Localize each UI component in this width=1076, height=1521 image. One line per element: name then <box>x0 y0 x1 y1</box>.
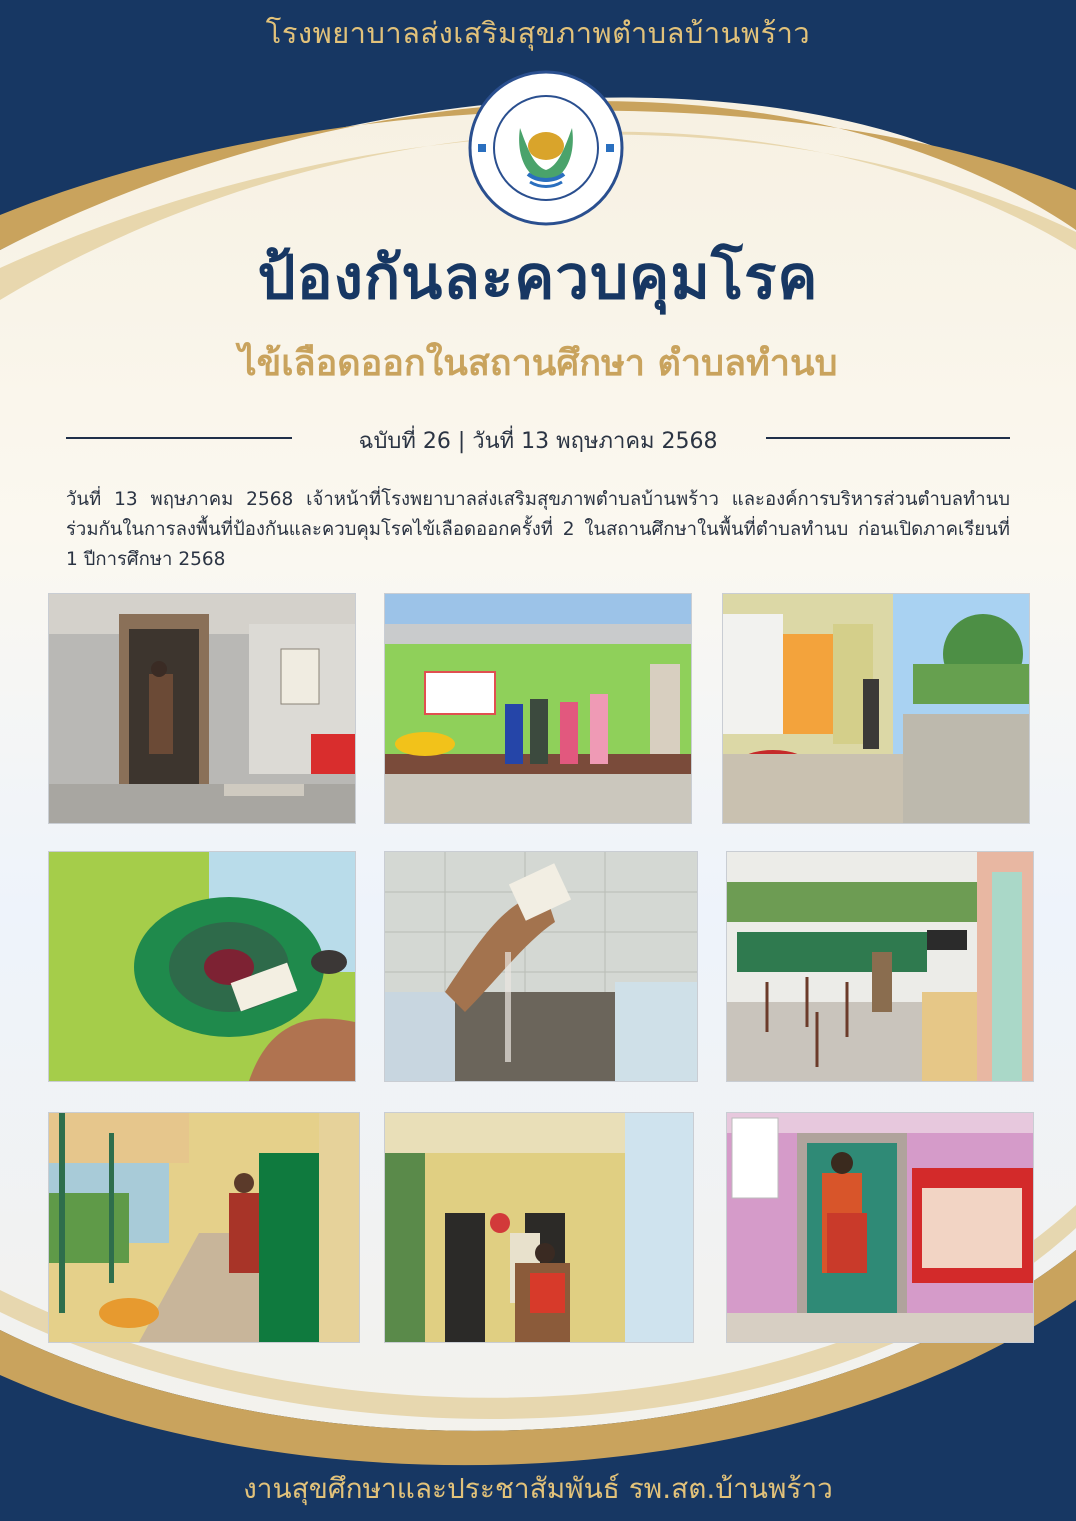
issue-date: ฉบับที่ 26 | วันที่ 13 พฤษภาคม 2568 <box>358 429 718 454</box>
divider-right <box>766 437 1010 439</box>
photo-restroom-fogging <box>384 1112 694 1343</box>
main-title: ป้องกันละควบคุมโรค <box>257 243 819 313</box>
photo-green-basin-larvicide <box>48 851 356 1082</box>
subtitle: ไข้เลือดออกในสถานศึกษา ตำบลทำนบ <box>238 343 838 384</box>
photo-spraying-storage-room <box>48 593 356 824</box>
photo-office-fogging <box>726 1112 1034 1343</box>
photo-classroom-fogging <box>726 851 1034 1082</box>
photo-staff-group <box>384 593 692 824</box>
photo-school-corridor-outdoor <box>722 593 1030 824</box>
footer-department: งานสุขศึกษาและประชาสัมพันธ์ รพ.สต.บ้านพร้าว <box>243 1472 833 1505</box>
hospital-logo <box>468 70 624 226</box>
photo-larvicide-drain <box>384 851 698 1082</box>
body-paragraph: วันที่ 13 พฤษภาคม 2568 เจ้าหน้าที่โรงพยาบาลส่งเสริมสุขภาพตำบลบ้านพร้าว และองค์การบริหารส่วนตำบลทำนบ ร่วมกันในการลงพื้นที่ป้องกันและควบคุมโรคไข้เลือดออกครั้งที่ 2 ในสถานศึกษาในพื้นที่ตำบลทำนบ ก่อนเปิดภาคเรียนที่ 1 ปีการศึกษา 2568 <box>66 489 1010 570</box>
divider-left <box>66 437 292 439</box>
photo-corridor-walkway <box>48 1112 360 1343</box>
organization-header: โรงพยาบาลส่งเสริมสุขภาพตำบลบ้านพร้าว <box>265 16 811 50</box>
